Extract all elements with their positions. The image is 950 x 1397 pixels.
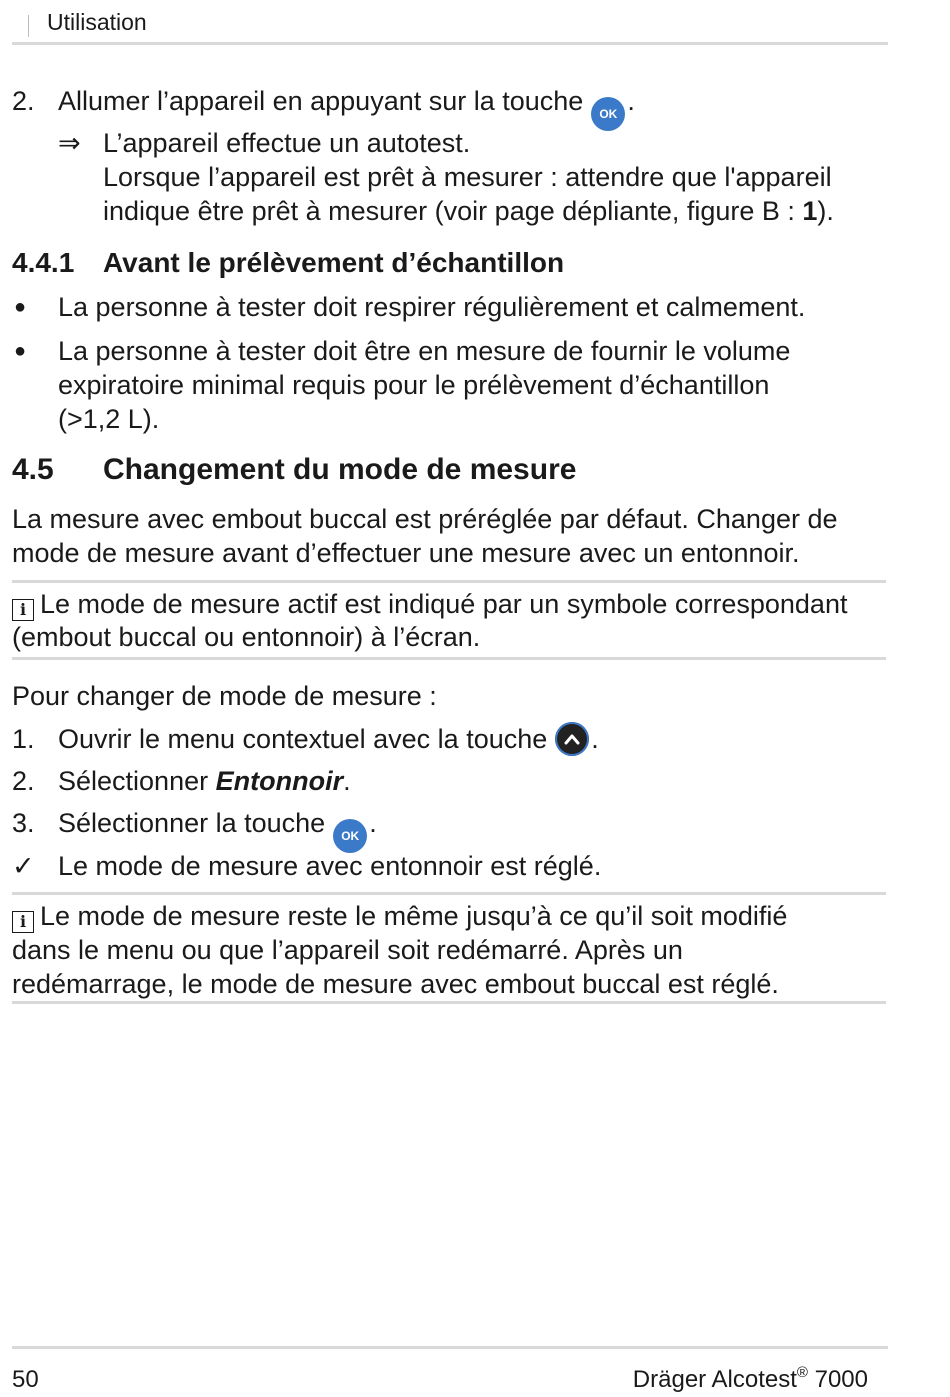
note-text: redémarrage, le mode de mesure avec embout buccal est réglé. — [12, 969, 779, 999]
result-line: Lorsque l’appareil est prêt à mesurer : attendre que l'appareil — [103, 162, 832, 192]
procedure-title: Pour changer de mode de mesure : — [12, 681, 437, 711]
info-icon: i — [12, 911, 34, 933]
paragraph: mode de mesure avant d’effectuer une mesure avec un entonnoir. — [12, 538, 800, 568]
page-footer — [12, 1346, 888, 1393]
ok-key-icon: OK — [591, 97, 625, 131]
bullet-icon: ● — [14, 340, 27, 362]
page-header — [12, 6, 888, 45]
check-icon: ✓ — [12, 851, 35, 881]
header-title: Utilisation — [47, 9, 147, 35]
figure-reference: 1 — [802, 196, 818, 226]
bullet-icon: ● — [14, 296, 27, 318]
section-title: Avant le prélèvement d’échantillon — [103, 247, 565, 278]
paragraph: La mesure avec embout buccal est préréglée par défaut. Changer de — [12, 504, 838, 534]
registered-mark: ® — [796, 1364, 808, 1381]
menu-option: Entonnoir — [215, 766, 344, 796]
note-text: Le mode de mesure actif est indiqué par un symbole correspondant — [40, 589, 848, 619]
header-divider — [28, 15, 29, 37]
result-line: L’appareil effectue un autotest. — [103, 128, 471, 158]
info-note — [12, 580, 886, 660]
product-name: Dräger Alcotest® 7000 — [632, 1364, 868, 1393]
section-number: 4.4.1 — [12, 247, 75, 278]
info-icon: i — [12, 599, 34, 621]
manual-page: Utilisation 2. Allumer l’appareil en appuyant sur la touche OK . ⇒ L’appareil effectue un autotest. Lorsque l’appareil est prêt à mesurer : attendre que l'appareil indique être prêt à mesurer (voir page dépliante, figure B : 1). 4.4.1 Avant le prélèvement d’échantillon ● La personne à tester doit respirer régulièrement et calmement. ● La personne à tester doit être en mesure de fournir le volume expiratoire minimal requis pour le prélèvement d’échantillon (>1,2 L). 4.5 Changement du mode de mesure La mesure avec embout buccal est préréglée par défaut. Changer de mode de mesure avant d’effectuer une mesure avec un entonnoir. i Le mode de mesure actif est indiqué par un symbole correspondant (embout buccal ou entonnoir) à l’écran. Pour changer de mode de mesure : 1. Ouvrir le menu contextuel avec la touche . 2. Sélectionner Entonnoir. 3. Sélectionner la touche OK . ✓ Le mode de mesure avec entonnoir est réglé. i Le mode de mesure reste le même jusqu’à ce qu’il soit modifié dans le menu ou que l’appareil soit redémarré. Après un redémarrage, le mode de mesure avec embout buccal est réglé. 50 Dräger Alcotest® 7000 — [12, 0, 888, 1392]
ok-key-icon: OK — [333, 819, 367, 853]
note-text: (embout buccal ou entonnoir) à l’écran. — [12, 622, 481, 652]
step-text: Allumer l’appareil en appuyant sur la touche — [58, 86, 584, 116]
up-key-icon — [555, 722, 589, 756]
step-number: 1. — [12, 724, 35, 754]
list-item-continued: expiratoire minimal requis pour le prélèvement d’échantillon — [58, 370, 770, 400]
note-text: Le mode de mesure reste le même jusqu’à ce qu’il soit modifié — [40, 901, 788, 931]
section-title: Changement du mode de mesure — [103, 453, 577, 486]
result-line: indique être prêt à mesurer (voir page dépliante, figure B : 1). — [103, 196, 834, 226]
step-number: 2. — [12, 86, 35, 116]
step-number: 3. — [12, 808, 35, 838]
note-text: dans le menu ou que l’appareil soit redémarré. Après un — [12, 935, 683, 965]
section-number: 4.5 — [12, 453, 54, 486]
step-number: 2. — [12, 766, 35, 796]
result-arrow-icon: ⇒ — [58, 128, 81, 158]
page-number: 50 — [12, 1366, 39, 1393]
info-note — [12, 892, 886, 1004]
list-item-continued: (>1,2 L). — [58, 404, 160, 434]
